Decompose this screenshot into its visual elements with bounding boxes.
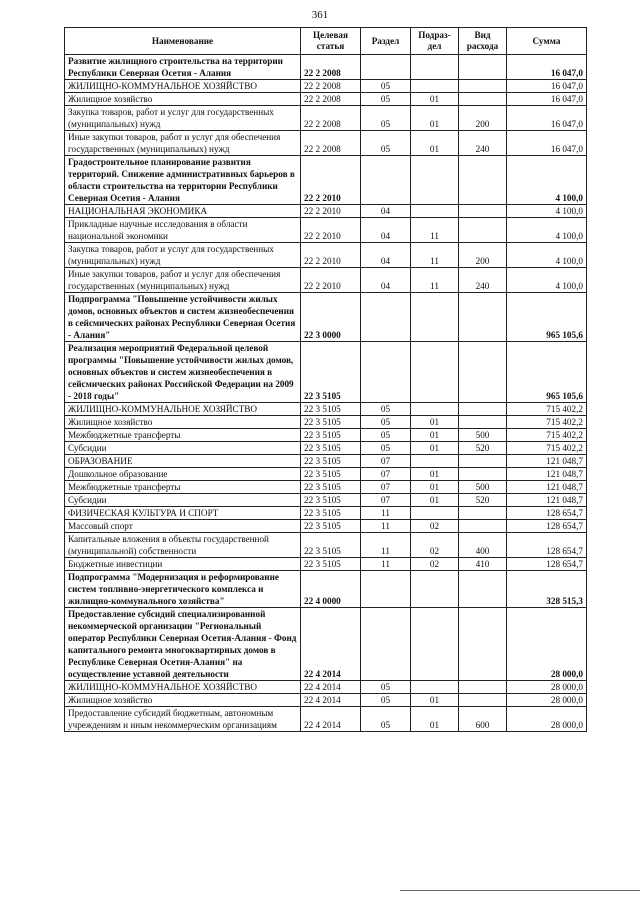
table-row <box>65 694 587 707</box>
row-subsection: 02 <box>411 558 459 571</box>
row-section: 05 <box>361 80 411 93</box>
row-sum: 28 000,0 <box>507 707 587 732</box>
row-name: Жилищное хозяйство <box>65 416 301 429</box>
row-name: Закупка товаров, работ и услуг для государственных (муниципальных) нужд <box>65 106 301 131</box>
row-subsection: 01 <box>411 494 459 507</box>
budget-table <box>64 27 587 732</box>
row-section: 05 <box>361 707 411 732</box>
table-row <box>65 507 587 520</box>
row-subsection: 01 <box>411 481 459 494</box>
row-section: 07 <box>361 468 411 481</box>
row-expense-type <box>459 55 507 80</box>
row-name: Субсидии <box>65 442 301 455</box>
table-row <box>65 218 587 243</box>
row-expense-type <box>459 403 507 416</box>
row-expense-type <box>459 608 507 681</box>
table-row <box>65 342 587 403</box>
row-section: 04 <box>361 205 411 218</box>
header-sum: Сумма <box>507 28 587 55</box>
row-sum: 16 047,0 <box>507 131 587 156</box>
table-row <box>65 55 587 80</box>
row-subsection <box>411 507 459 520</box>
row-expense-type: 240 <box>459 131 507 156</box>
table-header-row <box>65 28 587 55</box>
row-sum: 28 000,0 <box>507 694 587 707</box>
row-subsection <box>411 571 459 608</box>
row-sum: 121 048,7 <box>507 481 587 494</box>
row-subsection: 01 <box>411 468 459 481</box>
row-subsection: 02 <box>411 520 459 533</box>
row-name: Капитальные вложения в объекты государственной (муниципальной) собственности <box>65 533 301 558</box>
row-target-code: 22 3 5105 <box>301 481 361 494</box>
row-subsection: 01 <box>411 694 459 707</box>
row-expense-type: 600 <box>459 707 507 732</box>
row-target-code: 22 3 5105 <box>301 533 361 558</box>
row-target-code: 22 4 2014 <box>301 608 361 681</box>
row-name: ОБРАЗОВАНИЕ <box>65 455 301 468</box>
row-section: 05 <box>361 416 411 429</box>
row-sum: 4 100,0 <box>507 156 587 205</box>
table-row <box>65 442 587 455</box>
row-sum: 715 402,2 <box>507 429 587 442</box>
table-row <box>65 681 587 694</box>
row-name: ЖИЛИЩНО-КОММУНАЛЬНОЕ ХОЗЯЙСТВО <box>65 403 301 416</box>
page-number: 361 <box>311 9 329 21</box>
row-expense-type: 200 <box>459 106 507 131</box>
row-name: Прикладные научные исследования в области национальной экономики <box>65 218 301 243</box>
row-section: 11 <box>361 520 411 533</box>
row-name: НАЦИОНАЛЬНАЯ ЭКОНОМИКА <box>65 205 301 218</box>
row-sum: 128 654,7 <box>507 507 587 520</box>
row-subsection: 02 <box>411 533 459 558</box>
table-row <box>65 707 587 732</box>
row-expense-type <box>459 80 507 93</box>
row-subsection: 11 <box>411 268 459 293</box>
table-row <box>65 205 587 218</box>
row-sum: 4 100,0 <box>507 218 587 243</box>
row-sum: 16 047,0 <box>507 80 587 93</box>
row-expense-type: 240 <box>459 268 507 293</box>
row-expense-type <box>459 681 507 694</box>
row-target-code: 22 4 2014 <box>301 707 361 732</box>
row-sum: 715 402,2 <box>507 442 587 455</box>
row-sum: 715 402,2 <box>507 416 587 429</box>
row-section: 05 <box>361 131 411 156</box>
row-expense-type: 400 <box>459 533 507 558</box>
table-row <box>65 520 587 533</box>
row-sum: 121 048,7 <box>507 468 587 481</box>
row-name: Реализация мероприятий Федеральной целевой программы "Повышение устойчивости жилых домов, основных объектов и систем жизнеобеспечения в сейсмических районах Российской Федерации на 2009 - 2018 годы" <box>65 342 301 403</box>
header-target-code: Целевая статья <box>301 28 361 55</box>
row-expense-type: 410 <box>459 558 507 571</box>
row-sum: 965 105,6 <box>507 342 587 403</box>
row-target-code: 22 3 5105 <box>301 429 361 442</box>
row-expense-type: 500 <box>459 481 507 494</box>
table-row <box>65 455 587 468</box>
header-expense-type: Вид расхода <box>459 28 507 55</box>
row-subsection <box>411 342 459 403</box>
row-name: ЖИЛИЩНО-КОММУНАЛЬНОЕ ХОЗЯЙСТВО <box>65 681 301 694</box>
row-expense-type <box>459 342 507 403</box>
row-target-code: 22 3 5105 <box>301 403 361 416</box>
row-subsection <box>411 205 459 218</box>
row-target-code: 22 3 5105 <box>301 342 361 403</box>
table-row <box>65 131 587 156</box>
row-section: 11 <box>361 507 411 520</box>
row-expense-type: 500 <box>459 429 507 442</box>
row-name: Межбюджетные трансферты <box>65 429 301 442</box>
row-section: 05 <box>361 106 411 131</box>
header-section: Раздел <box>361 28 411 55</box>
row-section: 04 <box>361 268 411 293</box>
row-name: Предоставление субсидий специализированной некоммерческой организации "Региональный оператор Республики Северная Осетия-Алания - Фонд капитального ремонта многоквартирных домов в Республике Северная Осетия-Алания" на осуществление уставной деятельности <box>65 608 301 681</box>
row-section: 07 <box>361 455 411 468</box>
row-name: Дошкольное образование <box>65 468 301 481</box>
row-sum: 16 047,0 <box>507 55 587 80</box>
row-target-code: 22 2 2008 <box>301 131 361 156</box>
row-subsection <box>411 156 459 205</box>
row-target-code: 22 2 2010 <box>301 243 361 268</box>
row-expense-type <box>459 205 507 218</box>
table-row <box>65 533 587 558</box>
row-expense-type <box>459 156 507 205</box>
row-subsection <box>411 80 459 93</box>
row-target-code: 22 3 0000 <box>301 293 361 342</box>
row-section: 07 <box>361 481 411 494</box>
row-section: 05 <box>361 442 411 455</box>
table-row <box>65 494 587 507</box>
row-name: ЖИЛИЩНО-КОММУНАЛЬНОЕ ХОЗЯЙСТВО <box>65 80 301 93</box>
row-subsection <box>411 55 459 80</box>
table-row <box>65 481 587 494</box>
row-subsection: 01 <box>411 416 459 429</box>
row-name: Градостроительное планирование развития территорий. Снижение административных барьеров в области строительства на территории Республики Северная Осетия - Алания <box>65 156 301 205</box>
row-expense-type: 200 <box>459 243 507 268</box>
row-target-code: 22 2 2008 <box>301 80 361 93</box>
row-target-code: 22 2 2010 <box>301 156 361 205</box>
row-sum: 121 048,7 <box>507 455 587 468</box>
row-section <box>361 342 411 403</box>
row-sum: 16 047,0 <box>507 106 587 131</box>
row-target-code: 22 3 5105 <box>301 558 361 571</box>
row-subsection <box>411 455 459 468</box>
row-section: 05 <box>361 694 411 707</box>
row-target-code: 22 2 2010 <box>301 268 361 293</box>
row-sum: 128 654,7 <box>507 520 587 533</box>
row-name: Иные закупки товаров, работ и услуг для обеспечения государственных (муниципальных) нужд <box>65 131 301 156</box>
table-row <box>65 416 587 429</box>
table-row <box>65 571 587 608</box>
row-section: 04 <box>361 218 411 243</box>
row-name: Жилищное хозяйство <box>65 694 301 707</box>
row-section: 11 <box>361 558 411 571</box>
row-section: 04 <box>361 243 411 268</box>
row-sum: 28 000,0 <box>507 681 587 694</box>
row-name: Закупка товаров, работ и услуг для государственных (муниципальных) нужд <box>65 243 301 268</box>
row-sum: 965 105,6 <box>507 293 587 342</box>
row-name: Субсидии <box>65 494 301 507</box>
row-subsection: 01 <box>411 442 459 455</box>
table-row <box>65 156 587 205</box>
row-expense-type <box>459 468 507 481</box>
row-sum: 121 048,7 <box>507 494 587 507</box>
row-section: 07 <box>361 494 411 507</box>
table-row <box>65 293 587 342</box>
row-subsection: 01 <box>411 131 459 156</box>
row-sum: 4 100,0 <box>507 268 587 293</box>
row-subsection <box>411 608 459 681</box>
row-expense-type <box>459 694 507 707</box>
row-name: Иные закупки товаров, работ и услуг для обеспечения государственных (муниципальных) нужд <box>65 268 301 293</box>
row-subsection: 01 <box>411 707 459 732</box>
row-subsection <box>411 293 459 342</box>
row-sum: 128 654,7 <box>507 533 587 558</box>
row-sum: 4 100,0 <box>507 205 587 218</box>
row-sum: 715 402,2 <box>507 403 587 416</box>
row-subsection <box>411 681 459 694</box>
row-expense-type: 520 <box>459 494 507 507</box>
row-target-code: 22 4 2014 <box>301 681 361 694</box>
header-name: Наименование <box>65 28 301 55</box>
row-target-code: 22 3 5105 <box>301 468 361 481</box>
row-subsection: 11 <box>411 243 459 268</box>
row-section <box>361 293 411 342</box>
row-expense-type <box>459 507 507 520</box>
row-sum: 28 000,0 <box>507 608 587 681</box>
row-name: Межбюджетные трансферты <box>65 481 301 494</box>
row-section <box>361 608 411 681</box>
row-name: Подпрограмма "Модернизация и реформирование систем топливно-энергетического комплекса и жилищно-коммунального хозяйства" <box>65 571 301 608</box>
row-target-code: 22 3 5105 <box>301 507 361 520</box>
row-section: 05 <box>361 403 411 416</box>
row-subsection: 01 <box>411 429 459 442</box>
table-body <box>65 55 587 732</box>
row-expense-type <box>459 416 507 429</box>
row-section: 05 <box>361 681 411 694</box>
row-subsection: 11 <box>411 218 459 243</box>
row-name: Развитие жилищного строительства на территории Республики Северная Осетия - Алания <box>65 55 301 80</box>
row-section: 05 <box>361 93 411 106</box>
row-target-code: 22 2 2008 <box>301 106 361 131</box>
row-target-code: 22 3 5105 <box>301 520 361 533</box>
row-target-code: 22 3 5105 <box>301 442 361 455</box>
row-expense-type <box>459 93 507 106</box>
row-sum: 4 100,0 <box>507 243 587 268</box>
row-sum: 16 047,0 <box>507 93 587 106</box>
table-row <box>65 80 587 93</box>
row-sum: 128 654,7 <box>507 558 587 571</box>
row-target-code: 22 2 2010 <box>301 218 361 243</box>
row-name: ФИЗИЧЕСКАЯ КУЛЬТУРА И СПОРТ <box>65 507 301 520</box>
row-section <box>361 156 411 205</box>
row-target-code: 22 4 2014 <box>301 694 361 707</box>
table-row <box>65 106 587 131</box>
table-row <box>65 558 587 571</box>
table-row <box>65 93 587 106</box>
row-name: Подпрограмма "Повышение устойчивости жилых домов, основных объектов и систем жизнеобеспечения в сейсмических районах Республики Северная Осетия - Алания" <box>65 293 301 342</box>
row-target-code: 22 3 5105 <box>301 455 361 468</box>
row-section <box>361 571 411 608</box>
row-target-code: 22 4 0000 <box>301 571 361 608</box>
row-name: Массовый спорт <box>65 520 301 533</box>
row-target-code: 22 2 2008 <box>301 55 361 80</box>
row-name: Предоставление субсидий бюджетным, автономным учреждениям и иным некоммерческим организациям <box>65 707 301 732</box>
row-section: 11 <box>361 533 411 558</box>
row-target-code: 22 2 2010 <box>301 205 361 218</box>
row-expense-type <box>459 293 507 342</box>
table-row <box>65 608 587 681</box>
row-subsection: 01 <box>411 106 459 131</box>
table-row <box>65 468 587 481</box>
row-target-code: 22 3 5105 <box>301 416 361 429</box>
row-target-code: 22 2 2008 <box>301 93 361 106</box>
row-subsection: 01 <box>411 93 459 106</box>
row-sum: 328 515,3 <box>507 571 587 608</box>
row-expense-type <box>459 218 507 243</box>
row-expense-type <box>459 571 507 608</box>
row-section <box>361 55 411 80</box>
table-row <box>65 243 587 268</box>
table-row <box>65 429 587 442</box>
row-name: Жилищное хозяйство <box>65 93 301 106</box>
row-section: 05 <box>361 429 411 442</box>
row-target-code: 22 3 5105 <box>301 494 361 507</box>
row-name: Бюджетные инвестиции <box>65 558 301 571</box>
row-subsection <box>411 403 459 416</box>
row-expense-type <box>459 520 507 533</box>
header-subsection: Подраз-дел <box>411 28 459 55</box>
row-expense-type <box>459 455 507 468</box>
footer-rule <box>400 890 640 891</box>
table-row <box>65 268 587 293</box>
row-expense-type: 520 <box>459 442 507 455</box>
table-row <box>65 403 587 416</box>
